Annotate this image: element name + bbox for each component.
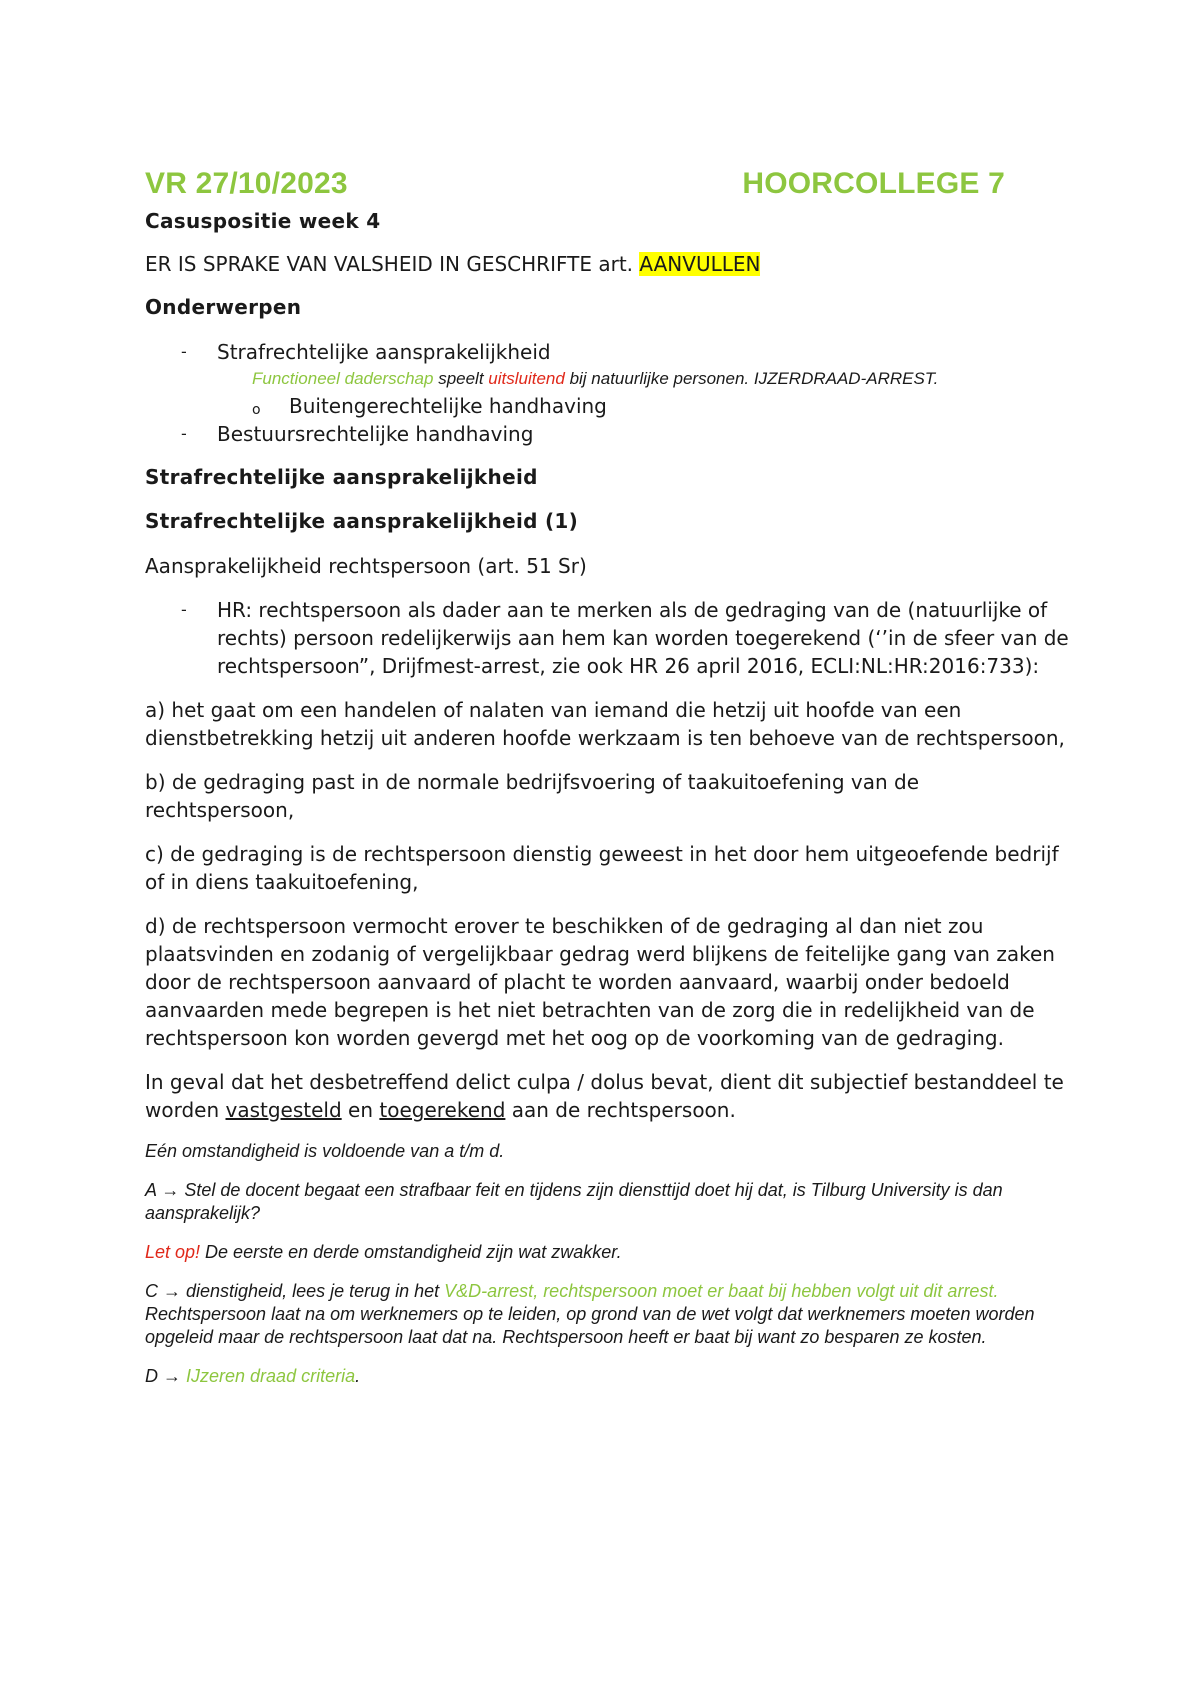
note-c-rest: Rechtspersoon laat na om werknemers op te leiden, op grond van de wet volgt dat werknemers moeten worden opgeleid maar de rechtspersoon laat dat na. Rechtspersoon heeft er baat bij want zo besparen ze kosten. xyxy=(145,1304,1035,1347)
culpa-start: In geval dat het desbetreffend delict culpa / dolus bevat, dient dit subjectief bestanddeel te worden xyxy=(145,1070,1064,1122)
list-item-label: Strafrechtelijke aansprakelijkheid xyxy=(217,340,551,364)
sub-list-item xyxy=(217,392,1070,420)
onderwerpen-list xyxy=(145,338,1070,448)
section-subheading: Strafrechtelijke aansprakelijkheid (1) xyxy=(145,509,579,533)
note-red: uitsluitend xyxy=(488,369,565,388)
hr-list xyxy=(145,596,1070,680)
let-op-label: Let op! xyxy=(145,1242,201,1262)
note-a: A → Stel de docent begaat een strafbaar feit en tijdens zijn diensttijd doet hij dat, is Tilburg University is dan aansprakelijk? xyxy=(145,1180,1003,1223)
casus-heading: Casuspositie week 4 xyxy=(145,209,381,233)
criterion-a: a) het gaat om een handelen of nalaten van iemand die hetzij uit hoofde van een dienstbetrekking hetzij uit anderen hoofde werkzaam is ten behoeve van de rechtspersoon, xyxy=(145,698,1065,750)
note-d-start: D → xyxy=(145,1366,187,1386)
note-c-start: C → dienstigheid, lees je terug in het xyxy=(145,1281,445,1301)
hr-text: HR: rechtspersoon als dader aan te merken als de gedraging van de (natuurlijke of rechts) persoon redelijkerwijs aan hem kan worden toegerekend (‘’in de sfeer van de rechtspersoon”, Drijfmest-arrest, zie ook HR 26 april 2016, ECLI:NL:HR:2016:733): xyxy=(217,598,1069,678)
criterion-c: c) de gedraging is de rechtspersoon dienstig geweest in het door hem uitgeoefende bedrijf of in diens taakuitoefening, xyxy=(145,842,1059,894)
note-rest: bij natuurlijke personen. IJZERDRAAD-ARREST. xyxy=(564,369,939,388)
list-item xyxy=(145,596,1070,680)
underlined-toegerekend: toegerekend xyxy=(379,1098,506,1122)
dash-marker: - xyxy=(181,342,187,361)
culpa-mid: en xyxy=(341,1098,380,1122)
document-content xyxy=(145,166,1070,1404)
underlined-vastgesteld: vastgesteld xyxy=(225,1098,342,1122)
highlight-aanvullen: AANVULLEN xyxy=(639,252,761,276)
note-mid: speelt xyxy=(433,369,489,388)
item-note xyxy=(217,368,1070,390)
note-c xyxy=(145,1280,1070,1349)
dash-marker: - xyxy=(181,600,187,619)
note-c-green: V&D-arrest, rechtspersoon moet er baat bij hebben volgt uit dit arrest. xyxy=(444,1281,999,1301)
onderwerpen-heading: Onderwerpen xyxy=(145,295,302,319)
list-item-label: Bestuursrechtelijke handhaving xyxy=(217,422,534,446)
criterion-b: b) de gedraging past in de normale bedrijfsvoering of taakuitoefening van de rechtspersoon, xyxy=(145,770,920,822)
list-item xyxy=(145,338,1070,420)
intro-paragraph: Aansprakelijkheid rechtspersoon (art. 51 Sr) xyxy=(145,554,587,578)
note-d xyxy=(145,1365,1070,1388)
casus-statement-text: ER IS SPRAKE VAN VALSHEID IN GESCHRIFTE art. xyxy=(145,252,634,276)
note-green: Functioneel daderschap xyxy=(252,369,434,388)
casus-statement xyxy=(145,250,1070,278)
section-heading: Strafrechtelijke aansprakelijkheid xyxy=(145,465,538,489)
list-item xyxy=(145,420,1070,448)
note-one-circumstance: Eén omstandigheid is voldoende van a t/m d. xyxy=(145,1141,505,1161)
dash-marker: - xyxy=(181,424,187,443)
note-d-end: . xyxy=(355,1366,361,1386)
note-let-op xyxy=(145,1241,1070,1264)
date-title: VR 27/10/2023 xyxy=(145,167,348,200)
title-row xyxy=(145,166,1005,202)
let-op-text: De eerste en derde omstandigheid zijn wat zwakker. xyxy=(200,1242,622,1262)
culpa-paragraph xyxy=(145,1068,1070,1124)
sub-list-item-label: Buitengerechtelijke handhaving xyxy=(289,394,607,418)
culpa-end: aan de rechtspersoon. xyxy=(505,1098,736,1122)
criterion-d: d) de rechtspersoon vermocht erover te beschikken of de gedraging al dan niet zou plaatsvinden en zodanig of vergelijkbaar gedrag werd blijkens de feitelijke gang van zaken door de rechtspersoon aanvaard of placht te worden aanvaard, waarbij onder bedoeld aanvaarden mede begrepen is het niet betrachten van de zorg die in redelijkheid van de rechtspersoon kon worden gevergd met het oog op de voorkoming van de gedraging. xyxy=(145,914,1055,1050)
lecture-title: HOORCOLLEGE 7 xyxy=(742,167,1005,200)
circle-bullet-icon: o xyxy=(252,402,261,418)
note-d-green: IJzeren draad criteria xyxy=(186,1366,356,1386)
